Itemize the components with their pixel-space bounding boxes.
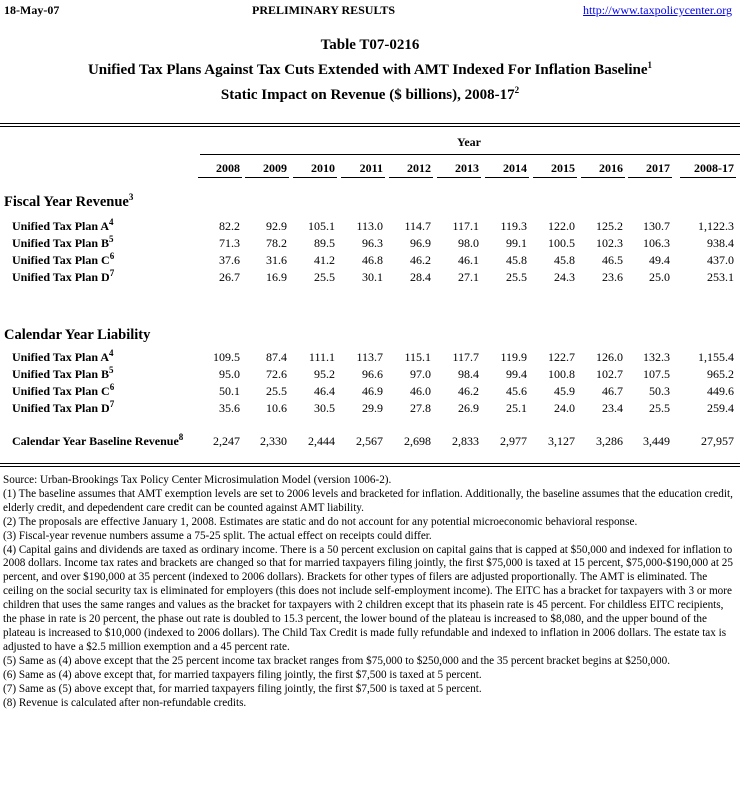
table-row-value: 113.7 [356, 350, 383, 364]
baseline-row-value: 3,127 [548, 434, 575, 448]
table-row-value: 72.6 [266, 367, 287, 381]
section-heading: Fiscal Year Revenue$^3$ [4, 192, 134, 210]
table-row-value: 26.9 [458, 401, 479, 415]
table-row-value: 24.0 [554, 401, 575, 415]
table-row-value: 102.3 [596, 236, 623, 250]
table-row-value: 98.4 [458, 367, 479, 381]
column-underline [245, 177, 289, 178]
table-row-value: 25.5 [266, 384, 287, 398]
column-underline [341, 177, 385, 178]
column-underline [293, 177, 337, 178]
table-row-value: 49.4 [649, 253, 670, 267]
table-row-value: 50.3 [649, 384, 670, 398]
table-row-label: Unified Tax Plan $A^4$ [12, 217, 114, 233]
table-row-value: 92.9 [266, 219, 287, 233]
table-row-value: 46.5 [602, 253, 623, 267]
baseline-row-value: 3,449 [643, 434, 670, 448]
column-header: 2015 [551, 161, 575, 175]
table-row-value: 46.2 [458, 384, 479, 398]
table-row-value: 24.3 [554, 270, 575, 284]
column-underline [389, 177, 433, 178]
baseline-row-value: 2,247 [213, 434, 240, 448]
table-row-value: 25.5 [506, 270, 527, 284]
table-row-value: 25.0 [649, 270, 670, 284]
baseline-row-value: 2,330 [260, 434, 287, 448]
top-rule-double [0, 126, 740, 127]
table-row-value: 29.9 [362, 401, 383, 415]
table-row-value: 1,155.4 [698, 350, 734, 364]
table-row-value: 46.7 [602, 384, 623, 398]
table-row-value: 46.1 [458, 253, 479, 267]
table-row-value: 114.7 [404, 219, 431, 233]
table-row-value: 106.3 [643, 236, 670, 250]
table-row-value: 449.6 [707, 384, 734, 398]
table-subtitle: Static Impact on Revenue ($ billions), $2008-17^2$ [220, 85, 520, 103]
column-header: 2013 [455, 161, 479, 175]
report-date: 18-May-07 [4, 3, 60, 17]
table-row-value: 23.6 [602, 270, 623, 284]
table-row-value: 119.3 [500, 219, 527, 233]
column-underline [680, 177, 736, 178]
year-rule [200, 154, 740, 155]
bottom-rule [0, 463, 740, 464]
column-underline [533, 177, 577, 178]
table-row-value: 46.8 [362, 253, 383, 267]
column-underline [198, 177, 242, 178]
table-row-value: 99.1 [506, 236, 527, 250]
table-row-value: 26.7 [219, 270, 240, 284]
footnote: (7) Same as (5) above except that, for married taxpayers filing jointly, the first $7,500 is taxed at 5 percent. [3, 682, 482, 695]
column-header: 2008 [216, 161, 240, 175]
top-rule [0, 123, 740, 124]
table-row-label: Unified Tax Plan $C^6$ [12, 382, 115, 398]
baseline-row-value: 2,567 [356, 434, 383, 448]
report-status: PRELIMINARY RESULTS [252, 3, 396, 17]
table-row-value: 71.3 [219, 236, 240, 250]
table-row-value: 126.0 [596, 350, 623, 364]
footnote: (5) Same as (4) above except that the 25 percent income tax bracket ranges from $75,000 to $250,000 and the 35 percent bracket begins at $250,000. [3, 654, 670, 667]
table-id: Table T07-0216 [320, 37, 420, 53]
column-underline [485, 177, 529, 178]
column-header: 2014 [503, 161, 527, 175]
table-row-value: 46.9 [362, 384, 383, 398]
table-row-value: 46.4 [314, 384, 335, 398]
table-row-value: 98.0 [458, 236, 479, 250]
table-row-value: 938.4 [707, 236, 734, 250]
table-row-value: 115.1 [404, 350, 431, 364]
bottom-rule-double [0, 466, 740, 467]
table-row-value: 965.2 [707, 367, 734, 381]
table-row-value: 45.8 [554, 253, 575, 267]
footnote: (8) Revenue is calculated after non-refundable credits. [3, 696, 247, 709]
table-row-value: 27.1 [458, 270, 479, 284]
table-row-value: 25.5 [649, 401, 670, 415]
table-row-label: Unified Tax Plan $D^7$ [12, 399, 115, 415]
table-row-value: 82.2 [219, 219, 240, 233]
table-row-value: 30.1 [362, 270, 383, 284]
source-link[interactable]: http://www.taxpolicycenter.org [583, 3, 732, 17]
table-row-value: 96.3 [362, 236, 383, 250]
table-row-value: 46.2 [410, 253, 431, 267]
table-row-value: 89.5 [314, 236, 335, 250]
table-row-value: 28.4 [410, 270, 431, 284]
table-row-value: 107.5 [643, 367, 670, 381]
section-heading: Calendar Year Liability [4, 327, 151, 343]
table-row-label: Unified Tax Plan $C^6$ [12, 251, 115, 267]
column-header: 2016 [599, 161, 623, 175]
column-header: 2008-17 [694, 161, 734, 175]
table-row-label: Unified Tax Plan $A^4$ [12, 348, 114, 364]
footnote: Source: Urban-Brookings Tax Policy Center Microsimulation Model (version 1006-2). [3, 474, 392, 486]
table-row-value: 437.0 [707, 253, 734, 267]
table-row-value: 119.9 [500, 350, 527, 364]
table-row-value: 132.3 [643, 350, 670, 364]
table-row-value: 31.6 [266, 253, 287, 267]
footnote: (4) Capital gains and dividends are taxed as ordinary income. There is a 50 percent exclusion on capital gains that is capped at $50,000 and indexed for inflation to 2008 dollars. Income tax rates and brackets are changed so that for married taxpayers filing jointly, the first $75,000 is taxed at 15 percent, $75,000-$190,000 at 25 percent, and over $190,000 at 35 percent (indexed to 2006 dollars). Brackets for other types of filers are adjusted proportionally. The AMT is eliminated. The ceiling on the social security tax is eliminated for employers (this does not include self-employment income). The EITC has a bracket for taxpayers with 3 or more children that uses the same ranges and values as the bracket for taxpayers with 2 children except that its phasein rate is 45 percent. For childless EITC recipients, the phase in rate is 20 percent, the phase out rate is doubled to 15.3 percent, the lower bound of the plateau is increased to $8,080, and the upper bound of the plateau is increased to $10,000 (indexed to 2006 dollars). The Child Tax Credit is made fully refundable and indexed to inflation in 2006 dollars. The estate tax is adjusted to have a $2.5 million exemption and a 45 percent rate. [3, 543, 733, 653]
table-row-value: 99.4 [506, 367, 527, 381]
table-row-value: 45.9 [554, 384, 575, 398]
footnotes [3, 474, 738, 710]
table-row-value: 16.9 [266, 270, 287, 284]
table-row-value: 111.1 [308, 350, 335, 364]
table-row-value: 105.1 [308, 219, 335, 233]
column-header: 2011 [359, 161, 383, 175]
table-row-value: 117.7 [452, 350, 479, 364]
table-row-value: 130.7 [643, 219, 670, 233]
column-header: 2009 [263, 161, 287, 175]
table-row-value: 95.2 [314, 367, 335, 381]
footnote: (2) The proposals are effective January 1, 2008. Estimates are static and do not account for any potential microeconomic behavioral response. [3, 515, 638, 528]
table-row-value: 37.6 [219, 253, 240, 267]
footnote: (1) The baseline assumes that AMT exemption levels are set to 2006 levels and bracketed for inflation. Additionally, the baseline assumes that the education credit, elderly credit, and depedendent care credit can be counted against AMT liability. [3, 487, 733, 514]
table-row-value: 23.4 [602, 401, 623, 415]
baseline-row-value: 2,833 [452, 434, 479, 448]
baseline-row-value: 2,698 [404, 434, 431, 448]
table-row-value: 1,122.3 [698, 219, 734, 233]
column-header: 2017 [646, 161, 670, 175]
baseline-row-value: 3,286 [596, 434, 623, 448]
table-row-value: 27.8 [410, 401, 431, 415]
table-row-value: 96.9 [410, 236, 431, 250]
table-row-value: 109.5 [213, 350, 240, 364]
table-row-value: 45.8 [506, 253, 527, 267]
table-row-value: 41.2 [314, 253, 335, 267]
table-row-value: 122.0 [548, 219, 575, 233]
baseline-row-value: 2,977 [500, 434, 527, 448]
table-row-label: Unified Tax Plan $B^5$ [12, 234, 114, 250]
table-row-value: 35.6 [219, 401, 240, 415]
column-underline [437, 177, 481, 178]
table-row-value: 122.7 [548, 350, 575, 364]
table-row-value: 96.6 [362, 367, 383, 381]
column-header: 2012 [407, 161, 431, 175]
table-row-value: 50.1 [219, 384, 240, 398]
table-row-value: 100.8 [548, 367, 575, 381]
footnote: (3) Fiscal-year revenue numbers assume a 75-25 split. The actual effect on receipts could differ. [3, 529, 432, 542]
table-row-value: 117.1 [452, 219, 479, 233]
table-row-value: 253.1 [707, 270, 734, 284]
table-row-value: 25.5 [314, 270, 335, 284]
column-header: 2010 [311, 161, 335, 175]
table-title: Unified Tax Plans Against Tax Cuts Extended with AMT Indexed For Inflation Baseline$^1$ [87, 60, 653, 78]
table-row-label: Unified Tax Plan $B^5$ [12, 365, 114, 381]
baseline-row-value: 2,444 [308, 434, 335, 448]
table-row-value: 45.6 [506, 384, 527, 398]
footnote: (6) Same as (4) above except that, for married taxpayers filing jointly, the first $7,500 is taxed at 5 percent. [3, 668, 482, 681]
column-underline [581, 177, 625, 178]
table-row-value: 95.0 [219, 367, 240, 381]
table-row-value: 30.5 [314, 401, 335, 415]
table-row-value: 259.4 [707, 401, 734, 415]
table-row-value: 46.0 [410, 384, 431, 398]
table-row-value: 102.7 [596, 367, 623, 381]
baseline-row-value: 27,957 [701, 434, 734, 448]
baseline-row-label: Calendar Year Baseline Revenue$^8$ [12, 432, 184, 448]
year-label: Year [457, 135, 481, 149]
table-row-value: 125.2 [596, 219, 623, 233]
table-row-value: 113.0 [356, 219, 383, 233]
column-underline [628, 177, 672, 178]
table-row-label: Unified Tax Plan $D^7$ [12, 268, 115, 284]
table-row-value: 100.5 [548, 236, 575, 250]
table-row-value: 97.0 [410, 367, 431, 381]
table-row-value: 10.6 [266, 401, 287, 415]
table-row-value: 87.4 [266, 350, 287, 364]
table-row-value: 25.1 [506, 401, 527, 415]
table-row-value: 78.2 [266, 236, 287, 250]
